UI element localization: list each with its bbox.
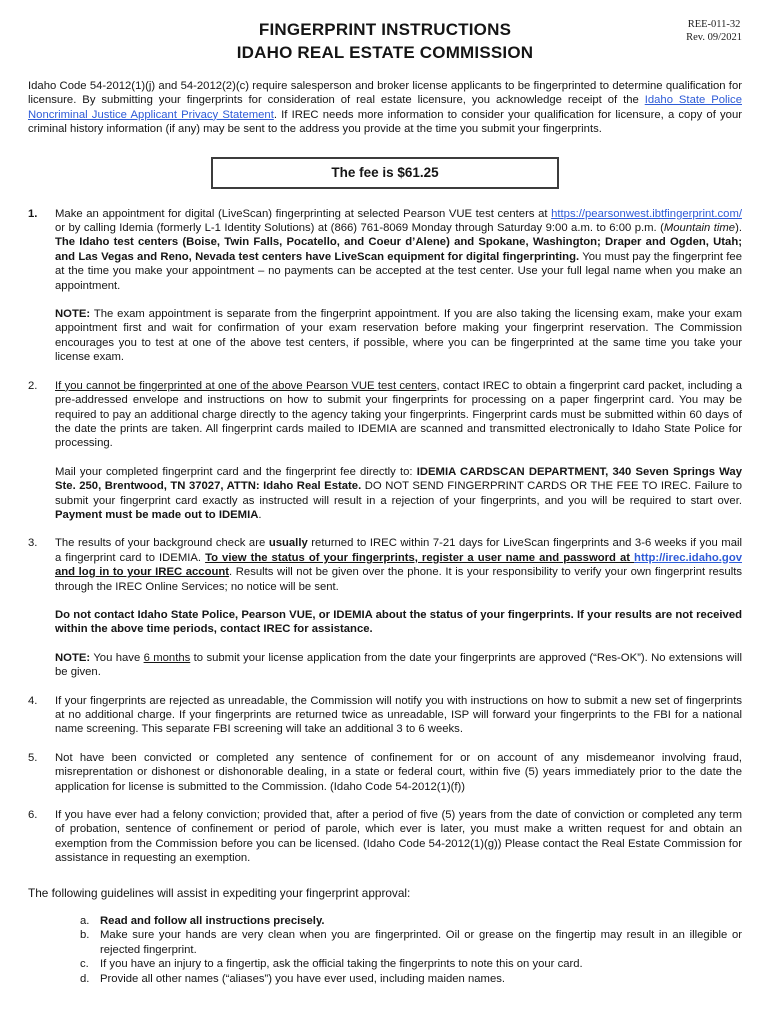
text-run: The results of your background check are <box>55 537 269 550</box>
text-run: Provide all other names (“aliases”) you have ever used, including maiden names. <box>100 972 506 985</box>
item-body <box>55 694 742 737</box>
guideline-text <box>100 928 742 957</box>
item-body <box>55 379 742 523</box>
guideline-text <box>100 957 742 971</box>
text-run: Payment must be made out to IDEMIA <box>55 508 259 521</box>
inline-link[interactable]: https://pearsonwest.ibtfingerprint.com/ <box>551 207 742 220</box>
item-number: 6. <box>28 809 38 822</box>
text-run: usually <box>268 537 308 550</box>
guideline-text <box>100 914 742 928</box>
text-run: If you have ever had a felony conviction; provided that, after a period of five (5) years from the date of conviction or completed any term of probation, sentence of confinement or period of parole, which ever is later, you must make a written request for and obtain an exemption from the Commission before you can be licensed. (Idaho Code 54-2012(1)(g)) Please contact the Real Estate Commission for assistance in requesting an exemption. <box>55 809 742 865</box>
list-item <box>28 694 742 737</box>
list-item <box>28 536 742 679</box>
text-run: . If IREC needs more information to consider your qualification for licensure, a copy of your criminal history information (if any) may be sent to the address you provide at the time you submit your fingerprints. <box>28 108 742 136</box>
guideline-item <box>80 957 742 971</box>
item-paragraph <box>55 651 742 680</box>
list-item <box>28 751 742 794</box>
list-item <box>28 379 742 523</box>
item-paragraph <box>55 465 742 523</box>
text-run: Not have been convicted or completed any sentence of confinement for or on account of any misdemeanor involving fraud, misreprentation or dishonest or dishonorable dealing, in a state or federal court, within five (5) years immediately prior to the date the application for license is submitted to the Commission. (Idaho Code 54-2012(1)(f)) <box>55 751 742 793</box>
numbered-list <box>28 207 742 866</box>
text-run: Make an appointment for digital (LiveScan) fingerprinting at selected Pearson VUE test centers at <box>55 207 552 220</box>
page-title: FINGERPRINT INSTRUCTIONS <box>258 20 512 39</box>
document-header <box>28 18 742 64</box>
item-number: 3. <box>28 537 38 550</box>
text-run: Mountain time <box>663 222 736 235</box>
text-run: . <box>258 508 262 521</box>
intro-paragraph <box>28 79 742 137</box>
text-run: to submit your license application from the date your fingerprints are approved (“Res-OK”). No extensions will be given. <box>55 651 742 679</box>
text-run: Idaho Code 54-2012(1)(j) and 54-2012(2)(c) require salesperson and broker license applicants to be fingerprinted to determine qualification for licensure. By submitting your fingerprints for consideration of real estate licensure, you acknowledge receipt of the <box>28 80 742 107</box>
text-run: NOTE: <box>55 651 91 664</box>
text-run: Make sure your hands are very clean when you are fingerprinted. Oil or grease on the fingertip may result in an illegible or rejected fingerprint. <box>100 929 742 956</box>
text-run: returned to IREC within 7-21 days for LiveScan fingerprints and 3-6 weeks if you mail a fingerprint card to IDEMIA. <box>55 537 743 564</box>
text-run: To view the status of your fingerprints, register a user name and password at <box>205 551 635 564</box>
text-run: The Idaho test centers (Boise, Twin Falls, Pocatello, and Coeur d’Alene) and Spokane, Washington; Draper and Ogden, Utah; and Las Vegas and Reno, Nevada test centers have LiveScan equipment for digital fingerprinting. <box>55 236 742 263</box>
text-run: ). <box>735 222 742 235</box>
text-run: The exam appointment is separate from the fingerprint appointment. If you are also taking the licensing exam, make your exam appointment first and wait for confirmation of your exam reservation before making your fingerprint reservation. The Commission encourages you to test at one of the above test centers, if possible, where you can be fingerprinted at the same time you take your license exam. <box>55 308 742 364</box>
text-run: If you have an injury to a fingertip, ask the official taking the fingerprints to note this on your card. <box>100 958 583 971</box>
text-run: DO NOT SEND FINGERPRINT CARDS OR THE FEE TO IREC. Failure to submit your fingerprint card exactly as instructed will result in a rejection of your fingerprints, and you will be required to start over. <box>55 480 742 507</box>
text-run: Do not contact Idaho State Police, Pearson VUE, or IDEMIA about the status of your fingerprints. If your results are not received within the above time periods, contact IREC for assistance. <box>55 608 742 636</box>
text-run: . Results will not be given over the phone. It is your responsibility to verify your own fingerprint results through the IREC Online Services; no notice will be sent. <box>55 566 742 593</box>
inline-link[interactable]: http://irec.idaho.gov <box>634 551 742 564</box>
text-run: , contact IREC to obtain a fingerprint card packet, including a pre-addressed envelope and instructions on how to submit your fingerprints for processing on a paper fingerprint card. You may be required to pay an additional charge directly to the agency taking your fingerprints. Fingerprint cards must be submitted within 60 days of the date the prints are taken. All fingerprint cards mailed to IDEMIA are scanned and transmitted electronically to Idaho State Police for processing. <box>55 379 742 450</box>
item-body <box>55 751 742 794</box>
text-run: NOTE: <box>55 308 91 321</box>
text-run: and log in to your IREC account <box>55 566 230 579</box>
text-run: You have <box>90 651 144 664</box>
item-number: 1. <box>28 207 38 220</box>
guideline-letter: c. <box>80 958 89 971</box>
guideline-item <box>80 914 742 928</box>
text-run: IDEMIA CARDSCAN DEPARTMENT, 340 Seven Springs Way Ste. 250, Brentwood, TN 37027, ATTN: Idaho Real Estate. <box>55 465 742 493</box>
item-paragraph <box>55 207 742 293</box>
guideline-item <box>80 972 742 986</box>
form-revision: Rev. 09/2021 <box>686 32 742 43</box>
text-run: If you cannot be fingerprinted at one of the above Pearson VUE test centers <box>55 379 437 392</box>
form-number: REE-011-32 <box>687 19 741 30</box>
guideline-letter: b. <box>80 929 90 942</box>
guideline-letter: d. <box>80 972 90 985</box>
fee-box: The fee is $61.25 <box>211 157 559 189</box>
item-paragraph <box>55 307 742 365</box>
text-run: or by calling Idemia (formerly L-1 Identity Solutions) at (866) 761-8069 Monday through Saturday 9:00 a.m. to 6:00 p.m. ( <box>55 222 664 235</box>
item-paragraph <box>55 379 742 451</box>
text-run: 6 months <box>143 651 191 664</box>
item-body <box>55 808 742 866</box>
guideline-item <box>80 928 742 957</box>
list-item <box>28 207 742 365</box>
item-body <box>55 536 742 679</box>
text-run: Mail your completed fingerprint card and the fingerprint fee directly to: <box>55 465 417 478</box>
text-run: If your fingerprints are rejected as unreadable, the Commission will notify you with instructions on how to submit a new set of fingerprints at no additional charge. If your fingerprints are returned twice as unreadable, ISP will forward your fingerprints to the FBI for a national name screening. This separate FBI screening will take an additional 3 to 6 weeks. <box>55 694 742 736</box>
guidelines-list <box>80 914 742 986</box>
item-number: 2. <box>28 379 38 392</box>
item-number: 4. <box>28 694 38 707</box>
item-number: 5. <box>28 751 38 764</box>
item-paragraph <box>55 608 742 637</box>
list-item <box>28 808 742 866</box>
item-paragraph <box>55 694 742 737</box>
page-subtitle: IDAHO REAL ESTATE COMMISSION <box>236 43 534 62</box>
item-paragraph <box>55 808 742 866</box>
guideline-letter: a. <box>80 915 90 928</box>
guideline-text <box>100 972 742 986</box>
closing-lead: The following guidelines will assist in expediting your fingerprint approval: <box>28 885 411 900</box>
inline-link[interactable]: Idaho State Police Noncriminal Justice Applicant Privacy Statement <box>28 94 742 121</box>
item-body <box>55 207 742 365</box>
text-run: You must pay the fingerprint fee at the time you make your appointment – no payments can be accepted at the test center. Use your full legal name when you make an appointment. <box>55 250 742 292</box>
item-paragraph <box>55 536 742 594</box>
form-code-block <box>686 18 742 44</box>
item-paragraph <box>55 751 742 794</box>
text-run: Read and follow all instructions precisely. <box>100 915 325 928</box>
